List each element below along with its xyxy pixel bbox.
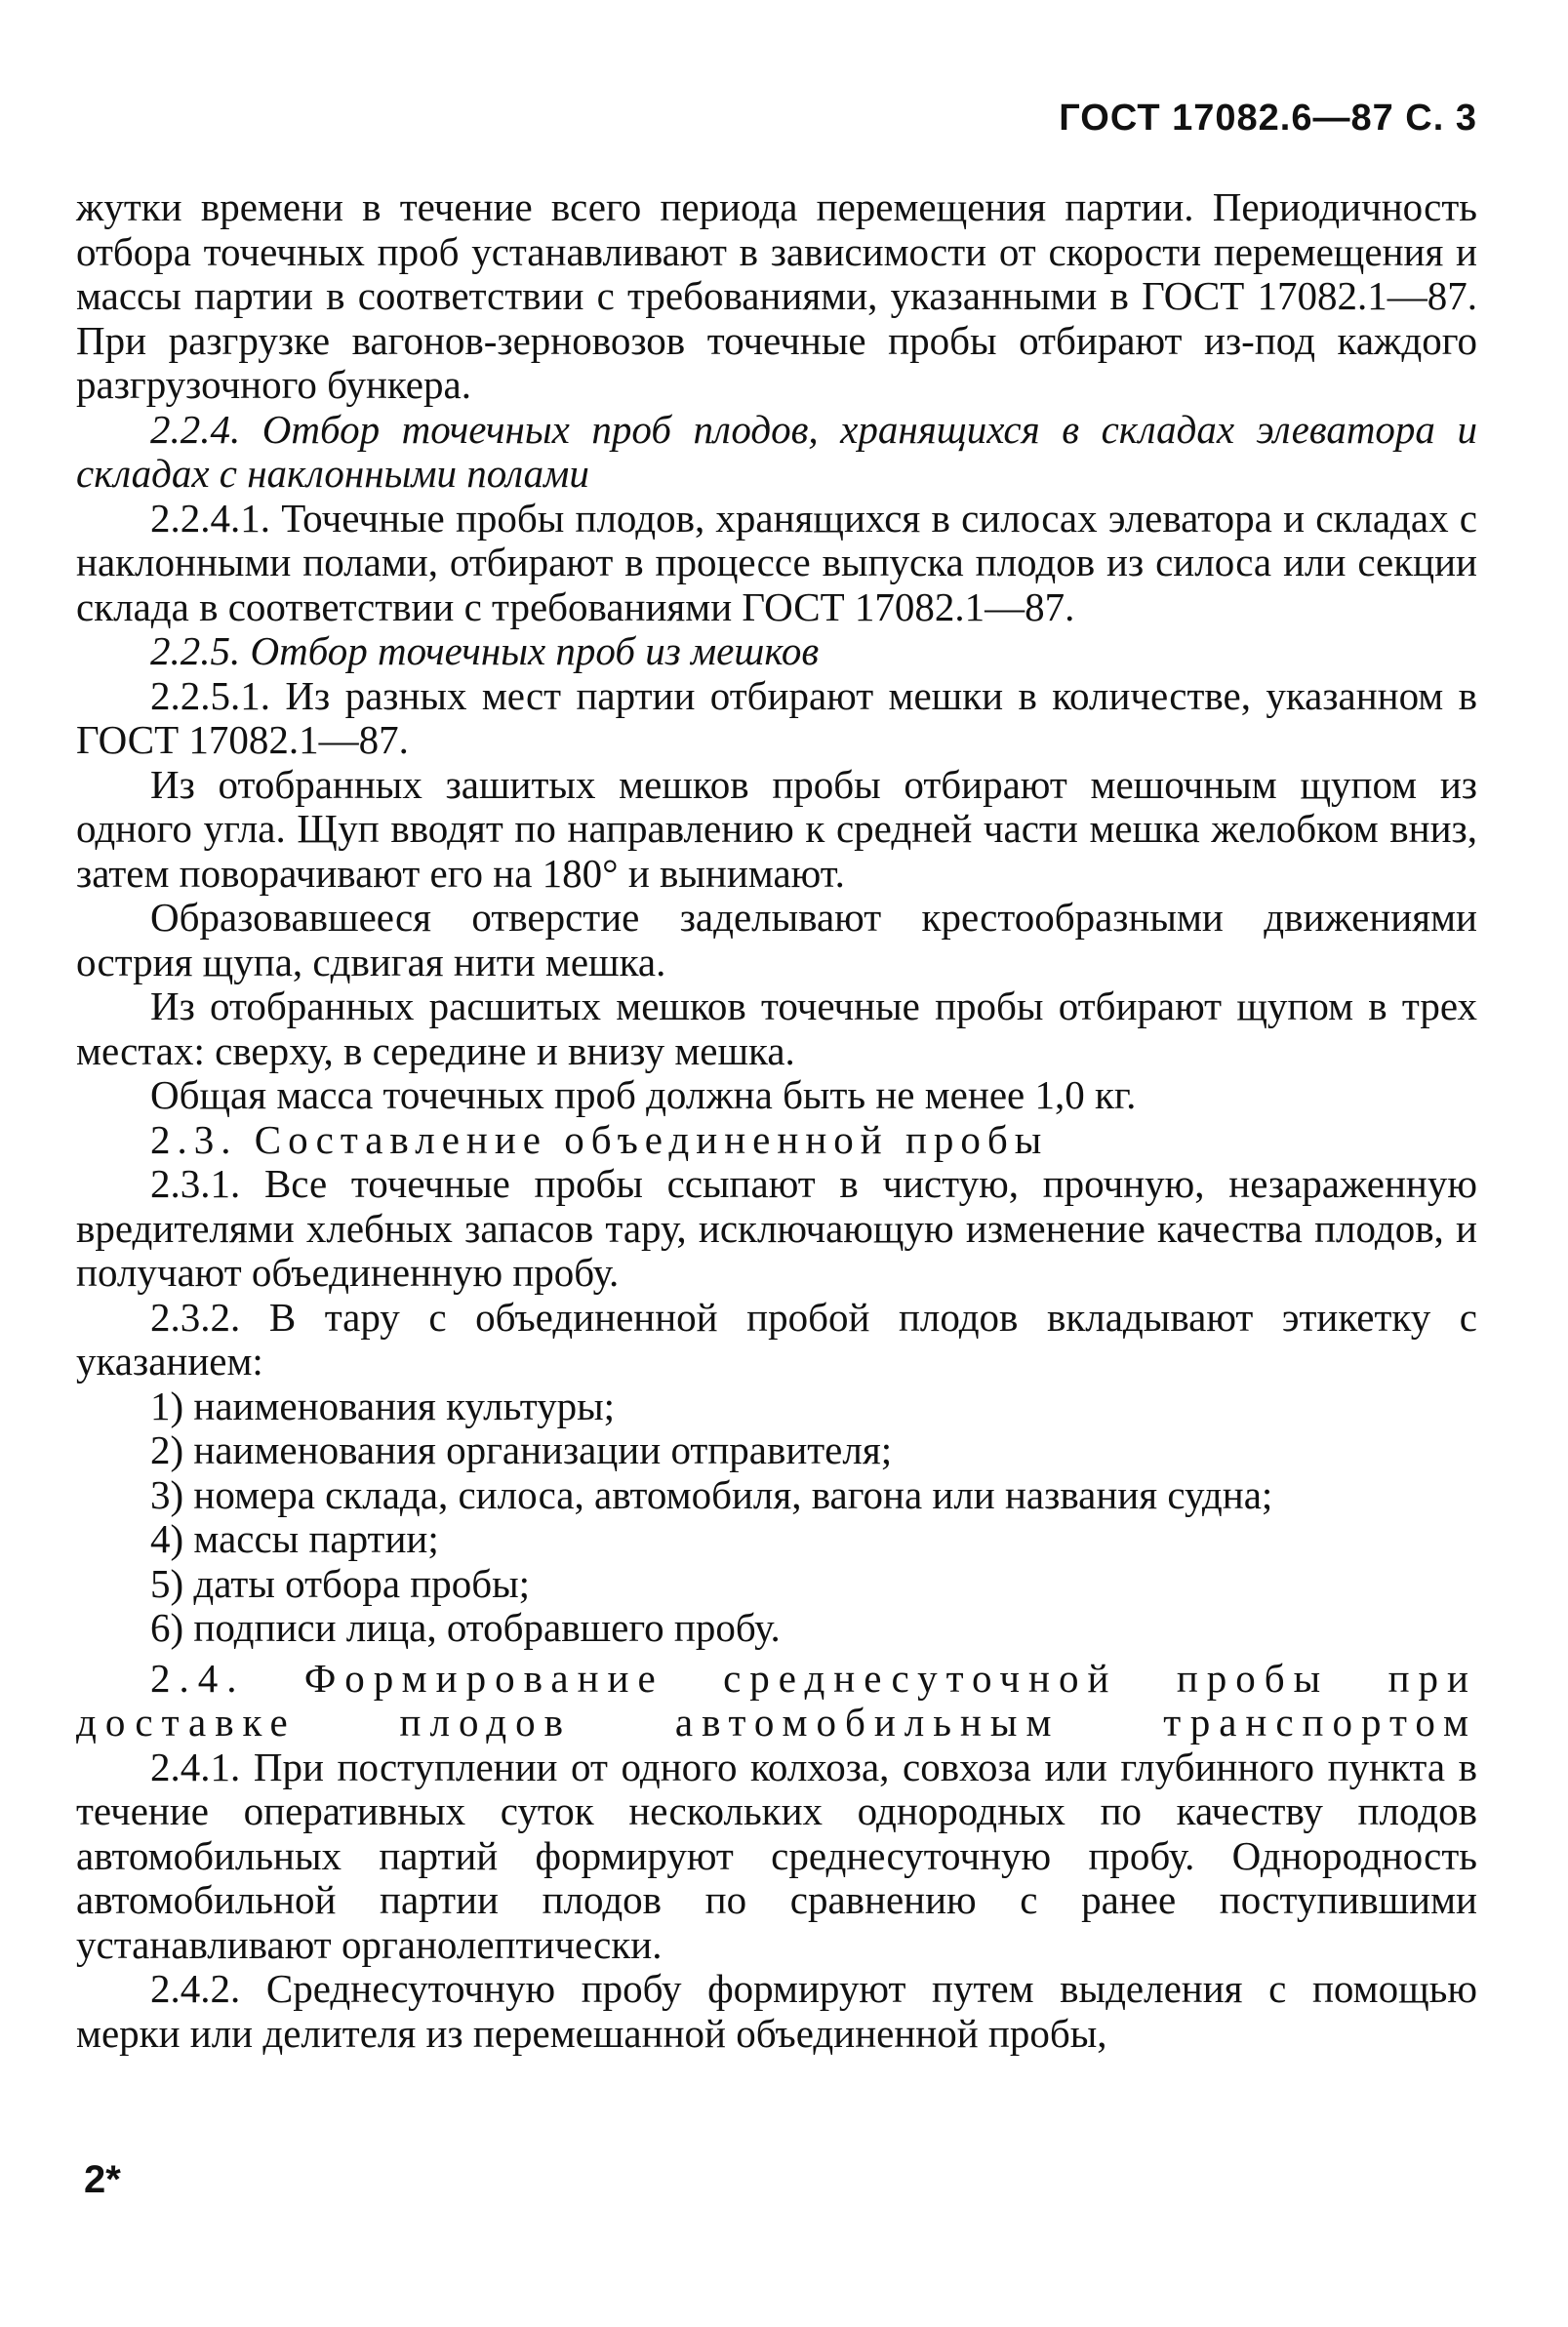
paragraph-2-3-1: 2.3.1. Все точечные пробы ссыпают в чистую, прочную, незараженную вредителями хлебных запасов тару, исключающую изменение качества плодов, и получают объединенную пробу.: [76, 1161, 1477, 1295]
list-item: 6) подписи лица, отобравшего пробу.: [150, 1605, 781, 1650]
list-item: 4) массы партии;: [150, 1516, 439, 1561]
page-signature-mark: 2*: [84, 2158, 121, 2201]
document-body: [76, 185, 1477, 2056]
section-heading-2-4-line1: 2.4. Формирование среднесуточной пробы при: [150, 1655, 1477, 1701]
section-heading-2-4: [76, 1657, 1477, 1745]
list-item: 5) даты отбора пробы;: [150, 1560, 531, 1606]
paragraph-2-2-4-1: 2.2.4.1. Точечные пробы плодов, хранящихся в силосах элеватора и складах с наклонными полами, отбирают в процессе выпуска плодов из силоса или секции склада в соответствии с требованиями ГОСТ 17082.1—87.: [76, 495, 1477, 629]
subsection-heading-2-2-5: 2.2.5. Отбор точечных проб из мешков: [150, 628, 820, 673]
paragraph-2-4-2: 2.4.2. Среднесуточную пробу формируют путем выделения с помощью мерки или делителя из перемешанной объединенной пробы,: [76, 1966, 1477, 2056]
paragraph-unsewn-bags: Из отобранных расшитых мешков точечные пробы отбирают щупом в трех местах: сверху, в середине и внизу мешка.: [76, 983, 1477, 1073]
subsection-heading-2-2-4: 2.2.4. Отбор точечных проб плодов, хранящихся в складах элеватора и складах с наклонными полами: [76, 406, 1477, 496]
paragraph-total-mass: Общая масса точечных проб должна быть не менее 1,0 кг.: [150, 1072, 1137, 1117]
list-item: 2) наименования организации отправителя;: [150, 1427, 893, 1472]
paragraph-2-3-2: 2.3.2. В тару с объединенной пробой плодов вкладывают этикетку с указанием:: [76, 1294, 1477, 1384]
paragraph-hole-sealing: Образовавшееся отверстие заделывают крестообразными движениями острия щупа, сдвигая нити мешка.: [76, 895, 1477, 984]
section-heading-2-3: 2.3. Составление объединенной пробы: [150, 1116, 1049, 1162]
list-item: 1) наименования культуры;: [150, 1383, 616, 1428]
running-header: ГОСТ 17082.6—87 С. 3: [1059, 98, 1477, 139]
list-item: 3) номера склада, силоса, автомобиля, вагона или названия судна;: [150, 1471, 1273, 1517]
paragraph-2-4-1: 2.4.1. При поступлении от одного колхоза, совхоза или глубинного пункта в течение оперативных суток нескольких однородных по качеству плодов автомобильных партий формируют среднесуточную пробу. Однородность автомобильной партии плодов по сравнению с ранее поступившими устанавливают органолептически.: [76, 1744, 1477, 1967]
paragraph-2-2-5-1: 2.2.5.1. Из разных мест партии отбирают мешки в количестве, указанном в ГОСТ 17082.1—87.: [76, 672, 1477, 762]
paragraph-sewn-bags: Из отобранных зашитых мешков пробы отбирают мешочным щупом из одного угла. Щуп вводят по направлению к средней части мешка желобком вниз, затем поворачивают его на 180° и вынимают.: [76, 761, 1477, 896]
document-page: [76, 0, 1477, 2327]
section-heading-2-4-line2: доставке плодов автомобильным транспортом: [76, 1700, 1477, 1745]
paragraph-continuation: жутки времени в течение всего периода перемещения партии. Периодичность отбора точечных проб устанавливают в зависимости от скорости перемещения и массы партии в соответствии с требованиями, указанными в ГОСТ 17082.1—87. При разгрузке вагонов-зерновозов точечные пробы отбирают из-под каждого разгрузочного бункера.: [76, 184, 1477, 407]
label-list: [76, 1384, 1477, 1651]
